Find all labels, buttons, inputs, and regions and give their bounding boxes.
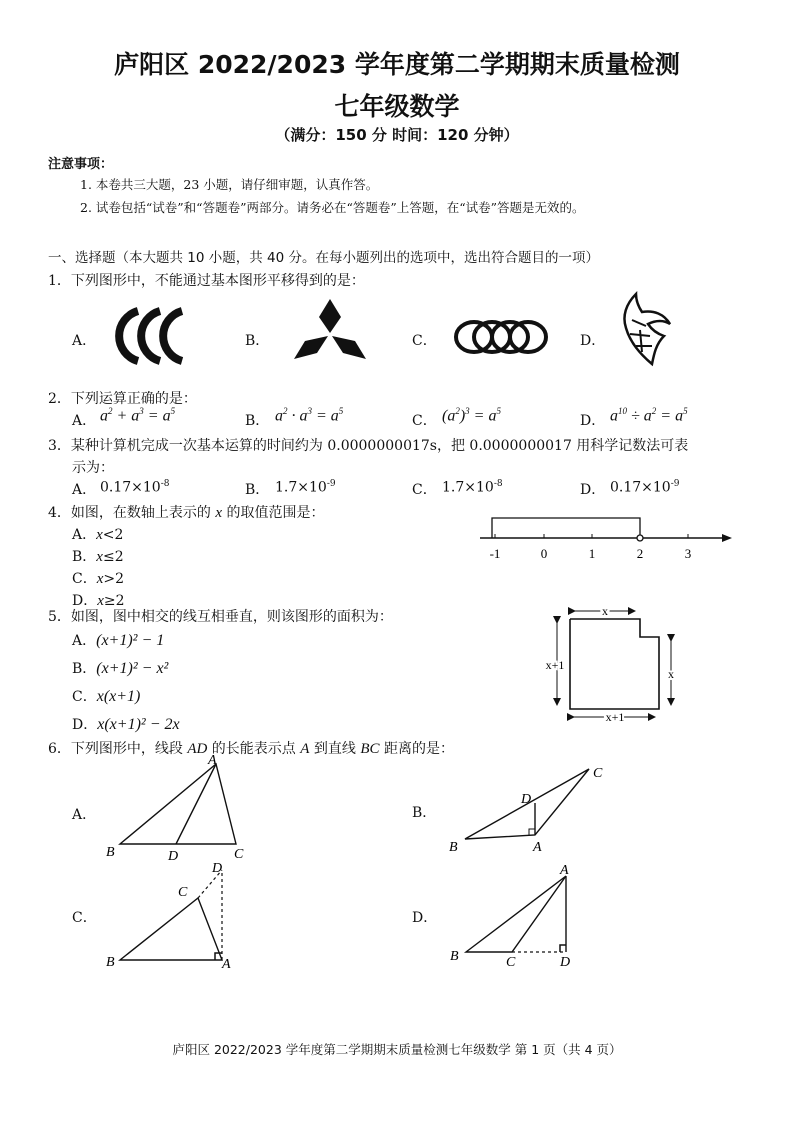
axis-arrow-icon	[722, 534, 732, 542]
point-label: A	[222, 957, 231, 972]
range-bracket	[492, 518, 640, 538]
point-label: C	[178, 885, 188, 900]
segment-ad	[176, 764, 216, 844]
diamond-shape	[332, 336, 366, 359]
q1-label-b: B．	[245, 333, 270, 349]
section-heading: 一、选择题（本大题共 10 小题，共 40 分。在每小题列出的选项中，选出符合题目的一项）	[48, 250, 600, 266]
q6-figure-c	[100, 856, 250, 972]
q5-option-b: B．(x+1)² − x²	[72, 660, 169, 677]
q3-label-c: C．	[412, 482, 437, 498]
notes-heading: 注意事项：	[48, 157, 114, 172]
q6-label-c: C．	[72, 910, 97, 926]
q6-figure-b	[445, 755, 625, 860]
tick-label: 0	[540, 546, 548, 561]
point-label: C	[506, 955, 516, 970]
exam-subject: 七年级数学	[334, 92, 460, 121]
point-label: D	[212, 861, 223, 876]
point-label: C	[234, 847, 244, 862]
q3-label-a: A．	[72, 482, 97, 498]
point-label: B	[106, 955, 115, 970]
point-label: A	[208, 753, 217, 768]
q4-option-a: A．x<2	[72, 527, 124, 543]
q1-figure-d	[612, 290, 674, 372]
q1-stem: 1．下列图形中，不能通过基本图形平移得到的是：	[48, 273, 365, 289]
q1-label-d: D．	[580, 333, 606, 349]
q3-stem-line2: 示为：	[72, 460, 114, 476]
q1-label-a: A．	[72, 333, 97, 349]
point-label: C	[593, 766, 603, 781]
q1-figure-b	[290, 297, 370, 365]
q1-label-c: C．	[412, 333, 437, 349]
dim-top-label: x	[602, 604, 608, 618]
q1-figure-a	[108, 305, 192, 367]
q2-option-c: $(a^2)^3 = a^5$	[442, 406, 501, 425]
fan-shape	[624, 294, 670, 364]
arc-shape	[119, 311, 138, 361]
q3-stem-line1: 3．某种计算机完成一次基本运算的时间约为 0.0000000017s，把 0.0000000017 用科学记数法可表	[48, 438, 689, 454]
point-label: B	[450, 949, 459, 964]
dim-right-label: x	[668, 667, 674, 681]
tick-label: 2	[636, 546, 644, 561]
q3-option-b: $1.7\times 10^{-9}$	[275, 479, 336, 496]
q1-figure-c	[452, 317, 550, 357]
page-footer: 庐阳区 2022/2023 学年度第二学期期末质量检测七年级数学 第 1 页（共 4 页）	[172, 1042, 622, 1057]
arc-shape	[141, 311, 160, 361]
q3-option-d: $0.17\times 10^{-9}$	[610, 479, 680, 496]
q6-figure-a	[100, 752, 260, 864]
point-label: D	[560, 955, 571, 970]
q5-option-c: C．x(x+1)	[72, 688, 141, 705]
q3-label-b: B．	[245, 482, 270, 498]
diamond-shape	[294, 336, 328, 359]
q2-option-b: $a^2 \cdot a^3 = a^5$	[275, 406, 344, 425]
q2-option-d: $a^{10} \div a^2 = a^5$	[610, 406, 688, 425]
tick-label: 1	[588, 546, 596, 561]
dim-bottom-label: x+1	[605, 710, 625, 724]
q3-option-a: $0.17\times 10^{-8}$	[100, 479, 170, 496]
q6-label-b: B．	[412, 805, 437, 821]
q2-label-b: B．	[245, 413, 270, 429]
tick-label: -1	[489, 546, 501, 561]
q5-stem: 5．如图，图中相交的线互相垂直，则该图形的面积为：	[48, 609, 393, 625]
q4-option-d: D．x≥2	[72, 593, 125, 609]
q4-option-b: B．x≤2	[72, 549, 124, 565]
q5-option-d: D．x(x+1)² − 2x	[72, 716, 180, 733]
point-label: D	[521, 792, 532, 807]
q4-stem: 4．如图，在数轴上表示的 x 的取值范围是：	[48, 505, 325, 521]
q4-option-c: C．x>2	[72, 571, 125, 587]
q2-label-d: D．	[580, 413, 606, 429]
q5-figure	[535, 603, 695, 727]
tick-label: 3	[684, 546, 692, 561]
right-angle-mark	[560, 945, 566, 952]
note-item-1: 1. 本卷共三大题，23 小题，请仔细审题，认真作答。	[80, 177, 379, 192]
triangle	[120, 898, 222, 960]
l-shape	[570, 619, 659, 709]
dim-left-label: x+1	[545, 658, 565, 672]
point-label: A	[560, 863, 569, 878]
q3-label-d: D．	[580, 482, 606, 498]
q2-label-a: A．	[72, 413, 97, 429]
triangle	[120, 764, 236, 844]
q2-option-a: $a^2 + a^3 = a^5$	[100, 406, 176, 425]
note-item-2: 2. 试卷包括“试卷”和“答题卷”两部分。请务必在“答题卷”上答题，在“试卷”答题是无效的。	[80, 200, 585, 215]
right-angle-mark	[529, 829, 535, 835]
q6-label-d: D．	[412, 910, 438, 926]
point-label: B	[449, 840, 458, 855]
exam-meta: （满分：150 分 时间：120 分钟）	[275, 126, 519, 144]
q6-label-a: A．	[72, 807, 97, 823]
q2-label-c: C．	[412, 413, 437, 429]
point-label: A	[533, 840, 542, 855]
q2-stem: 2．下列运算正确的是：	[48, 391, 197, 407]
q3-option-c: $1.7\times 10^{-8}$	[442, 479, 503, 496]
diamond-shape	[319, 299, 341, 333]
q6-figure-d	[448, 856, 598, 972]
exam-title: 庐阳区 2022/2023 学年度第二学期期末质量检测	[114, 50, 680, 79]
q6-stem: 6．下列图形中，线段 AD 的长能表示点 A 到直线 BC 距离的是：	[48, 741, 454, 757]
q4-number-line	[470, 508, 740, 566]
arc-shape	[163, 311, 182, 361]
point-label: D	[168, 849, 179, 864]
point-label: B	[106, 845, 115, 860]
open-point	[637, 535, 643, 541]
q5-option-a: A．(x+1)² − 1	[72, 632, 165, 649]
triangle	[466, 876, 566, 952]
